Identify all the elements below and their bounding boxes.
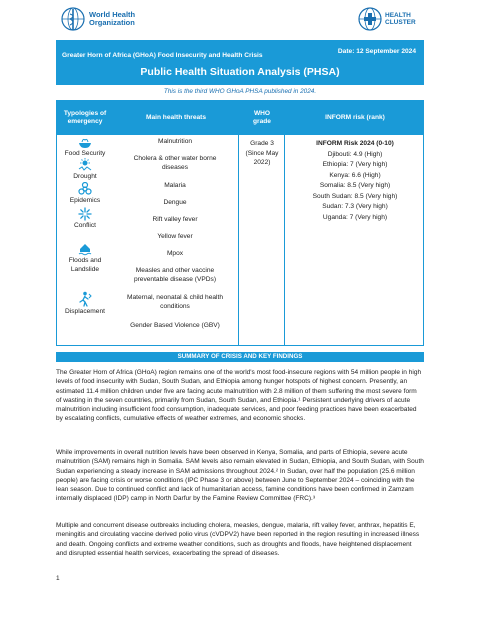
section-title: SUMMARY OF CRISIS AND KEY FINDINGS	[56, 352, 424, 362]
who-logo	[60, 6, 135, 32]
who-emblem-icon	[60, 6, 86, 32]
grade-line: Grade 3	[250, 140, 274, 147]
hc-line2: CLUSTER	[385, 19, 416, 26]
summary-table	[56, 100, 424, 346]
banner-subtitle: Greater Horn of Africa (GHoA) Food Insecurity and Health Crisis	[62, 52, 263, 59]
threat-item	[113, 249, 237, 258]
inform-row: Kenya: 6.6 (High)	[329, 171, 381, 179]
hc-line1: HEALTH	[385, 12, 411, 19]
header-typologies-l2: emergency	[67, 118, 103, 125]
typology-label: Food Security	[64, 150, 106, 157]
epidemics-icon	[78, 182, 92, 196]
header-grade-l2: grade	[253, 118, 271, 125]
food-security-icon	[78, 137, 92, 149]
threat-item	[113, 181, 237, 190]
threat-label: diseases	[161, 164, 189, 171]
inform-row: Djibouti: 4.9 (High)	[327, 150, 383, 158]
typology-food-security	[57, 137, 113, 157]
typology-floods	[57, 242, 113, 274]
paragraph: Multiple and concurrent disease outbreaks including cholera, measles, dengue, malaria, rift valley fever, anthrax, hepatitis E, meningitis and circulating vaccine derived polio virus (cVDPV2) have been reported in the region resulting in increased illness and death. Ongoing conflicts and extreme weather conditions, such as droughts and floods, have heightened displacement and disrupted essential health services, exacerbating the spread of diseases.	[56, 522, 420, 557]
threat-item	[113, 293, 237, 311]
threat-label: Rift valley fever	[152, 216, 198, 223]
who-grade	[239, 139, 285, 168]
who-name-line1: World Health	[89, 10, 136, 19]
table-header	[57, 101, 423, 135]
inform-row: Somalia: 8.5 (Very high)	[319, 182, 391, 189]
typology-label: Floods and	[68, 257, 102, 264]
threat-item	[113, 232, 237, 241]
threat-item	[113, 137, 237, 146]
header-typologies-l1: Typologies of	[63, 110, 107, 117]
conflict-icon	[78, 207, 92, 221]
header-grade	[239, 101, 285, 135]
header-threats: Main health threats	[145, 114, 207, 121]
typology-label: Drought	[73, 173, 97, 180]
typology-drought	[57, 158, 113, 180]
health-cluster-logo	[357, 6, 416, 32]
inform-row: South Sudan: 8.5 (Very high)	[312, 192, 398, 200]
page-number: 1	[56, 575, 60, 582]
who-name-line2: Organization	[89, 18, 135, 27]
threat-label: Measles and other vaccine	[135, 267, 215, 274]
typology-displacement	[57, 291, 113, 315]
typology-conflict	[57, 207, 113, 229]
paragraph: While improvements in overall nutrition levels have been observed in Kenya, Somalia, and parts of Ethiopia, severe acute malnutrition (SAM) remains high in Somalia. SAM levels also remain elevated in Sudan, Ethiopia, and South Sudan, with South Sudan experiencing a steady increase in SAM admissions throughout 2024.² In Sudan, over half the population (25.6 million people) are facing crisis or worse conditions (IPC Phase 3 or above) between June to September 2024 – coinciding with the lean season. Due to continued conflict and lack of humanitarian access, famine conditions have been confirmed in Zamzam internally displaced (IDP) camp in North Darfur by the Famine Review Committee (FRC).³	[56, 449, 424, 503]
typology-label: Displacement	[65, 308, 105, 315]
drought-icon	[78, 158, 92, 172]
threat-label: Dengue	[163, 199, 187, 206]
inform-row: Ethiopia: 7 (Very high)	[322, 161, 388, 168]
threat-label: preventable disease (VPDs)	[133, 276, 217, 283]
threat-label: Malnutrition	[157, 138, 193, 145]
header-inform: INFORM risk (rank)	[325, 114, 385, 121]
threat-item	[113, 266, 237, 284]
typology-label: Conflict	[74, 222, 96, 229]
threat-label: Yellow fever	[157, 233, 193, 240]
threat-label: Gender Based Violence (GBV)	[130, 322, 220, 329]
inform-risk	[285, 139, 425, 223]
paragraph: The Greater Horn of Africa (GHoA) region remains one of the world's most food-insecure regions with 54 million people in high levels of food insecurity with Sudan, South Sudan, and Ethiopia among hunger hotspots of highest concern. Presently, an estimated 11.4 million children under five are facing acute malnutrition with 2.8 million of them suffering the most severe form of wasting in the seven countries, primarily from Sudan, South Sudan, and Ethiopia.¹ Persistent underlying drivers of acute malnutrition including insufficient food consumption, inadequate services, and poor feeding practices have been exacerbated by escalating conflicts, cumulative effects of weather extremes, and economic shocks.	[56, 369, 422, 423]
threat-label: Maternal, neonatal & child health	[126, 294, 224, 301]
publication-note: This is the third WHO GHoA PHSA published in 2024.	[163, 88, 317, 95]
threat-item	[113, 215, 237, 224]
threat-label: Malaria	[164, 182, 186, 189]
threat-label: Mpox	[166, 250, 184, 257]
header-logos	[0, 0, 479, 40]
threat-item	[113, 321, 237, 330]
inform-heading: INFORM Risk 2024 (0-10)	[316, 140, 394, 147]
inform-row: Uganda: 7 (Very high)	[322, 213, 388, 221]
displacement-icon	[77, 291, 93, 307]
threat-label: Cholera & other water borne	[133, 155, 217, 162]
grade-line: 2022)	[253, 159, 271, 166]
page-title: Public Health Situation Analysis (PHSA)	[140, 66, 340, 78]
inform-row: Sudan: 7.3 (Very high)	[322, 203, 388, 210]
header-typologies	[57, 101, 113, 135]
threat-item	[113, 198, 237, 207]
typology-epidemics	[57, 182, 113, 204]
typology-label: Landslide	[70, 265, 100, 273]
threat-item	[113, 154, 237, 172]
title-banner	[56, 40, 424, 85]
flood-icon	[78, 242, 92, 256]
header-grade-l1: WHO	[253, 110, 271, 117]
health-cluster-emblem-icon	[357, 6, 383, 32]
threat-label: conditions	[160, 303, 190, 310]
banner-date: Date: 12 September 2024	[337, 48, 416, 55]
typology-label: Epidemics	[69, 197, 101, 204]
grade-line: (Since May	[245, 149, 279, 157]
